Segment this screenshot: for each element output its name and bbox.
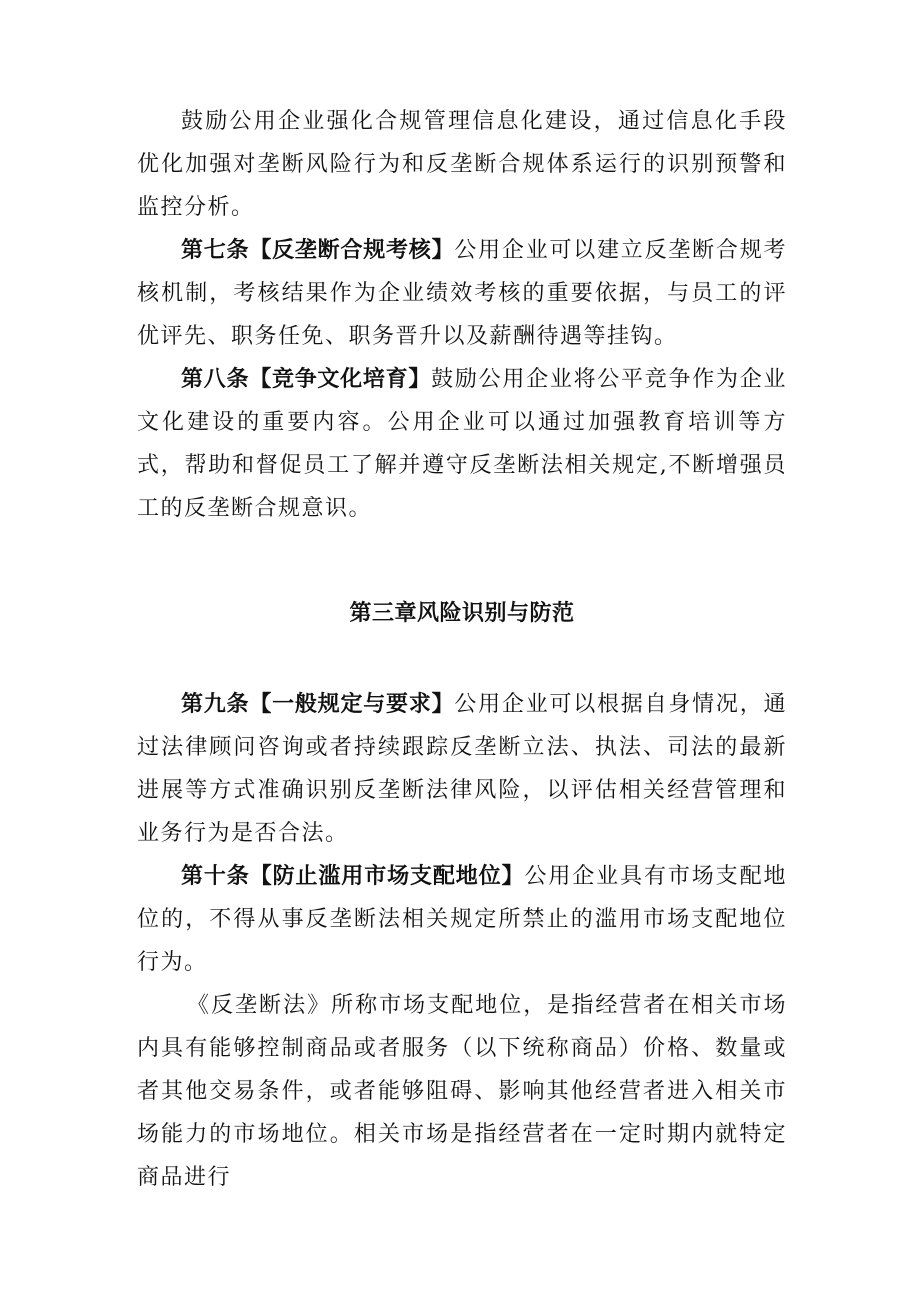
article-9-title: 第九条【一般规定与要求】	[181, 692, 455, 717]
article-9-body: 公用企业可以根据自身情况，通过法律顾问咨询或者持续跟踪反垄断立法、执法、司法的最新进展等方式准确识别反垄断法律风险，以评估相关经营管理和业务行为是否合法。	[137, 692, 787, 846]
article-7-body: 公用企业可以建立反垄断合规考核机制，考核结果作为企业绩效考核的重要依据，与员工的评优评先、职务任免、职务晋升以及薪酬待遇等挂钩。	[137, 238, 787, 349]
article-9	[137, 683, 787, 855]
article-7-title: 第七条【反垄断合规考核】	[181, 238, 455, 263]
paragraph-informatization: 鼓励公用企业强化合规管理信息化建设，通过信息化手段优化加强对垄断风险行为和反垄断合规体系运行的识别预警和监控分析。	[137, 109, 787, 220]
article-10-title: 第十条【防止滥用市场支配地位】	[181, 864, 525, 889]
article-7	[137, 229, 787, 358]
chapter-3-title: 第三章风险识别与防范	[349, 601, 575, 626]
article-10-body: 公用企业具有市场支配地位的，不得从事反垄断法相关规定所禁止的滥用市场支配地位行为。	[137, 864, 787, 975]
paragraph-market-dominance: 《反垄断法》所称市场支配地位，是指经营者在相关市场内具有能够控制商品或者服务（以下统称商品）价格、数量或者其他交易条件，或者能够阻碍、影响其他经营者进入相关市场能力的市场地位。相关市场是指经营者在一定时期内就特定商品进行	[137, 993, 787, 1190]
article-8-title: 第八条【竞争文化培育】	[181, 367, 432, 392]
article-8-body: 鼓励公用企业将公平竞争作为企业文化建设的重要内容。公用企业可以通过加强教育培训等方式，帮助和督促员工了解并遵守反垄断法相关规定,不断增强员工的反垄断合规意识。	[137, 367, 787, 521]
document-page	[137, 100, 787, 1199]
article-8	[137, 358, 787, 530]
article-10	[137, 855, 787, 984]
